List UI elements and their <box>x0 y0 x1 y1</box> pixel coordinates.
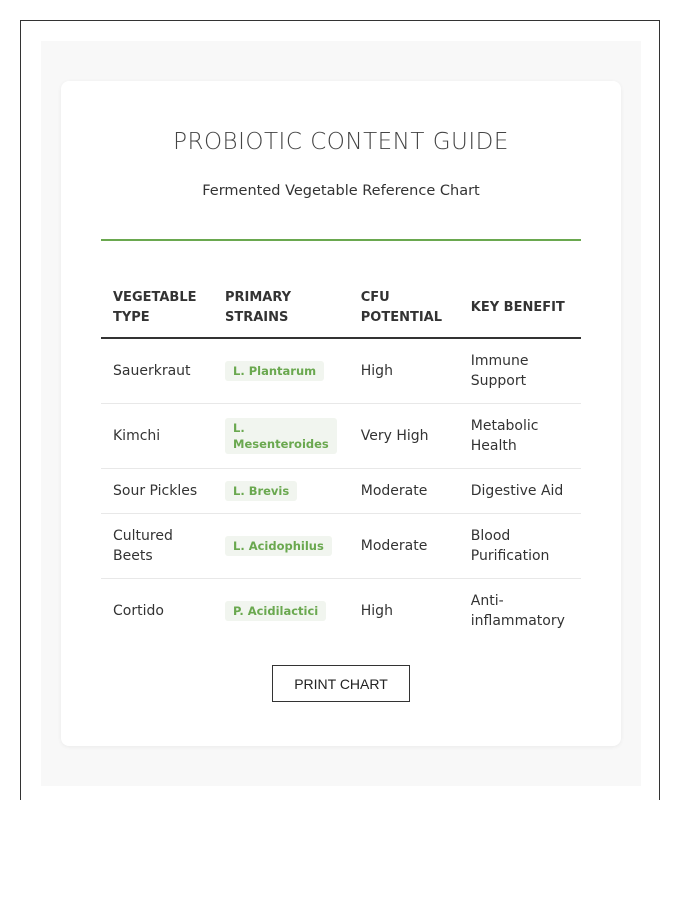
table-header-row <box>101 279 581 338</box>
column-header-vegetable-type: VEGETABLE TYPE <box>101 279 213 338</box>
vegetable-cell: Cultured Beets <box>101 514 213 579</box>
cfu-cell: Moderate <box>349 469 459 514</box>
table-row <box>101 579 581 644</box>
vegetable-cell: Cortido <box>113 603 164 619</box>
cfu-cell: High <box>360 603 393 619</box>
cfu-cell: Very High <box>349 404 459 469</box>
benefit-cell: Immune Support <box>459 338 581 404</box>
vegetable-cell: Kimchi <box>101 404 213 469</box>
strain-cell <box>213 404 349 469</box>
vegetable-cell: Sauerkraut <box>101 338 213 404</box>
strain-cell <box>213 338 349 404</box>
print-action-area <box>101 665 581 702</box>
benefit-cell: Blood Purification <box>459 514 581 579</box>
table-row <box>101 338 581 404</box>
column-header-key-benefit: KEY BENEFIT <box>459 279 581 338</box>
guide-card <box>61 81 621 746</box>
strain-cell <box>213 469 349 514</box>
cfu-cell: High <box>349 338 459 404</box>
benefit-cell: Digestive Aid <box>459 469 581 514</box>
strain-cell <box>213 514 349 579</box>
table-body <box>101 338 581 643</box>
title-divider <box>101 239 581 241</box>
column-header-cfu-potential: CFU POTENTIAL <box>349 279 459 338</box>
strain-badge: P. Acidilactici <box>225 601 326 621</box>
strain-badge: L. Brevis <box>225 481 297 501</box>
strain-badge: L. Acidophilus <box>225 536 332 556</box>
benefit-cell: Anti-inflammatory <box>470 593 565 629</box>
cfu-cell: Moderate <box>349 514 459 579</box>
table-row <box>101 469 581 514</box>
column-header-primary-strains: PRIMARY STRAINS <box>213 279 349 338</box>
page-title: PROBIOTIC CONTENT GUIDE <box>173 129 509 155</box>
page-subtitle: Fermented Vegetable Reference Chart <box>202 183 480 199</box>
benefit-cell: Metabolic Health <box>459 404 581 469</box>
probiotic-table <box>101 279 581 643</box>
strain-badge: L. Plantarum <box>225 361 324 381</box>
print-chart-button[interactable]: PRINT CHART <box>272 665 410 702</box>
strain-cell <box>213 579 349 644</box>
strain-badge: L. Mesenteroides <box>225 418 337 454</box>
table-row <box>101 514 581 579</box>
vegetable-cell: Sour Pickles <box>101 469 213 514</box>
table-header <box>101 279 581 338</box>
table-row <box>101 404 581 469</box>
